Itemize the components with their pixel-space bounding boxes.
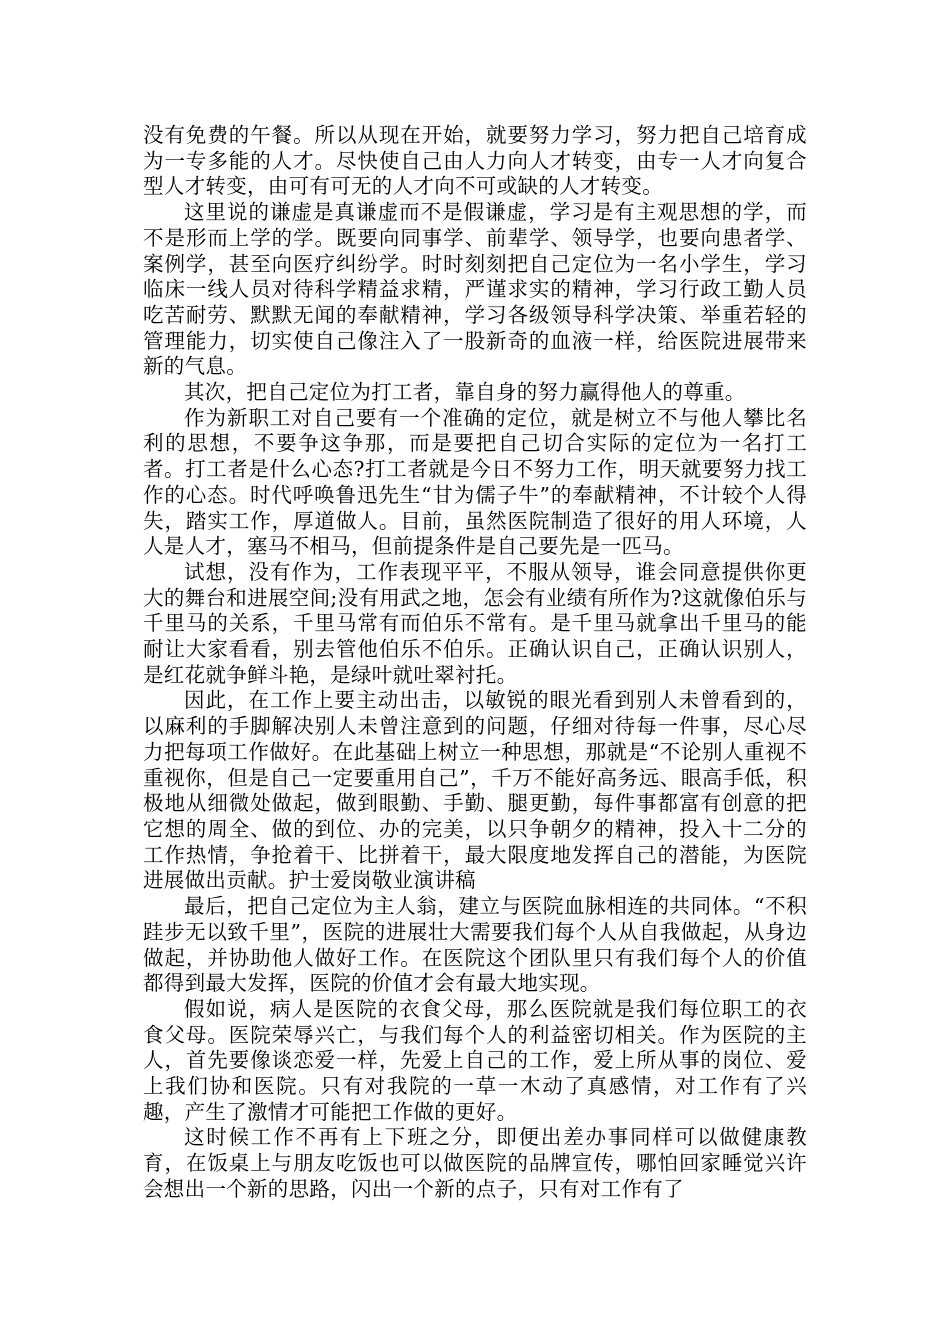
paragraph: 试想，没有作为，工作表现平平，不服从领导，谁会同意提供你更大的舞台和进展空间;没有用武之地，怎会有业绩有所作为?这就像伯乐与千里马的关系，千里马常有而伯乐不常有。是千里马就拿出千里马的能耐让大家看看，别去管他伯乐不伯乐。正确认识自己，正确认识别人，是红花就争鲜斗艳，是绿叶就吐翠衬托。 [143, 559, 807, 687]
paragraph: 作为新职工对自己要有一个准确的定位，就是树立不与他人攀比名利的思想，不要争这争那，而是要把自己切合实际的定位为一名打工者。打工者是什么心态?打工者就是今日不努力工作，明天就要努力找工作的心态。时代呼唤鲁迅先生“甘为儒子牛”的奉献精神，不计较个人得失，踏实工作，厚道做人。目前，虽然医院制造了很好的用人环境，人人是人才，塞马不相马，但前提条件是自己要先是一匹马。 [143, 405, 807, 559]
paragraph: 其次，把自己定位为打工者，靠自身的努力赢得他人的尊重。 [184, 380, 746, 405]
paragraph: 最后，把自己定位为主人翁，建立与医院血脉相连的共同体。“不积跬步无以致千里”，医院的进展壮大需要我们每个人从自我做起，从身边做起，并协助他人做好工作。在医院这个团队里只有我们每个人的价值都得到最大发挥，医院的价值才会有最大地实现。 [143, 894, 807, 996]
paragraph: 假如说，病人是医院的衣食父母，那么医院就是我们每位职工的衣食父母。医院荣辱兴亡，与我们每个人的利益密切相关。作为医院的主人，首先要像谈恋爱一样，先爱上自己的工作，爱上所从事的岗位、爱上我们协和医院。只有对我院的一草一木动了真感情，对工作有了兴趣，产生了激情才可能把工作做的更好。 [143, 996, 807, 1124]
paragraph: 这时候工作不再有上下班之分，即便出差办事同样可以做健康教育，在饭桌上与朋友吃饭也可以做医院的品牌宣传，哪怕回家睡觉兴许会想出一个新的思路，闪出一个新的点子，只有对工作有了 [143, 1125, 807, 1201]
document-body [143, 123, 807, 1203]
paragraph: 没有免费的午餐。所以从现在开始，就要努力学习，努力把自己培育成为一专多能的人才。尽快使自己由人力向人才转变，由专一人才向复合型人才转变，由可有可无的人才向不可或缺的人才转变。 [143, 123, 807, 199]
paragraph: 因此，在工作上要主动出击，以敏锐的眼光看到别人未曾看到的，以麻利的手脚解决别人未曾注意到的问题，仔细对待每一件事，尽心尽力把每项工作做好。在此基础上树立一种思想，那就是“不论别人重视不重视你，但是自己一定要重用自己”，千万不能好高务远、眼高手低，积极地从细微处做起，做到眼勤、手勤、腿更勤，每件事都富有创意的把它想的周全、做的到位、办的完美，以只争朝夕的精神，投入十二分的工作热情，争抢着干、比拼着干，最大限度地发挥自己的潜能，为医院进展做出贡献。护士爱岗敬业演讲稿 [143, 688, 807, 893]
paragraph: 这里说的谦虚是真谦虚而不是假谦虚，学习是有主观思想的学，而不是形而上学的学。既要向同事学、前辈学、领导学，也要向患者学、案例学，甚至向医疗纠纷学。时时刻刻把自己定位为一名小学生，学习临床一线人员对待科学精益求精，严谨求实的精神，学习行政工勤人员吃苦耐劳、默默无闻的奉献精神，学习各级领导科学决策、举重若轻的管理能力，切实使自己像注入了一股新奇的血液一样，给医院进展带来新的气息。 [143, 200, 807, 379]
